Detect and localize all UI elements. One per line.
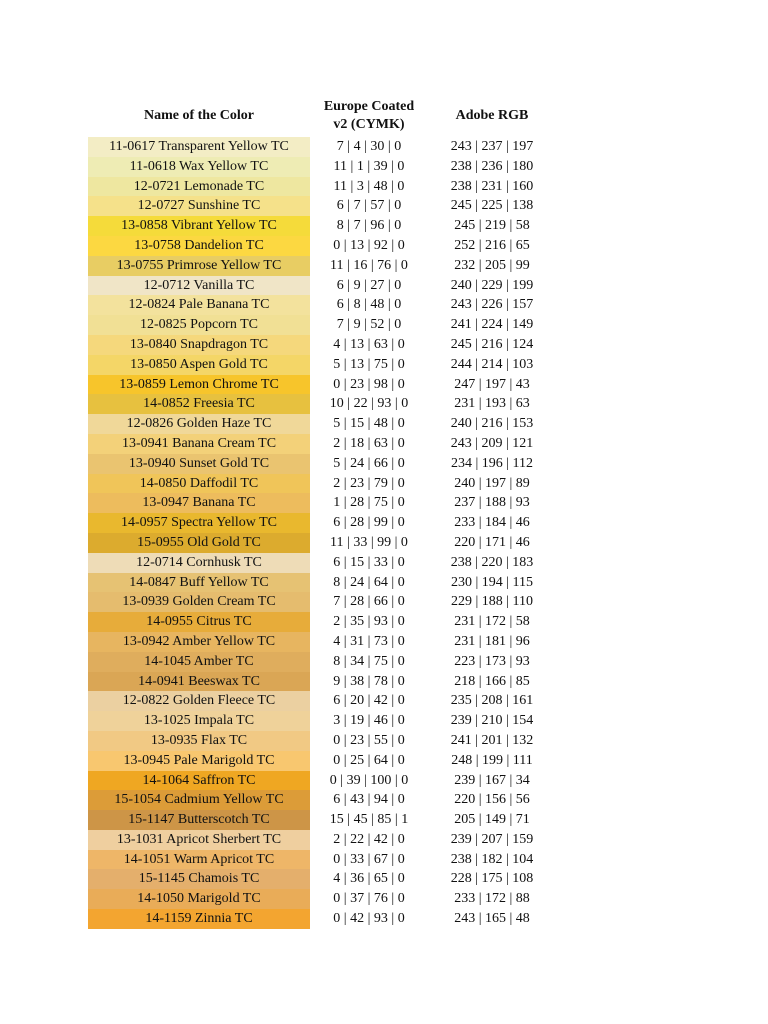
cmyk-value-cell: 6 | 43 | 94 | 0 [333,792,405,808]
rgb-value-cell: 238 | 220 | 183 [450,554,534,570]
color-name-cell: 12-0712 Vanilla TC [88,276,310,296]
table-row [88,394,556,414]
table-row [88,889,556,909]
table-row [88,771,556,791]
rgb-value-cell: 241 | 201 | 132 [450,732,534,748]
cmyk-value-cell: 9 | 38 | 78 | 0 [333,673,405,689]
color-name-cell: 13-0755 Primrose Yellow TC [88,256,310,276]
cmyk-value-cell: 0 | 33 | 67 | 0 [333,851,405,867]
cmyk-value-cell: 15 | 45 | 85 | 1 [329,812,409,828]
rgb-value-cell: 252 | 216 | 65 [454,237,530,253]
table-row [88,375,556,395]
rgb-value-cell: 205 | 149 | 71 [454,812,530,828]
rgb-value-cell: 233 | 172 | 88 [454,891,530,907]
table-row [88,711,556,731]
cmyk-value-cell: 0 | 39 | 100 | 0 [329,772,409,788]
table-row [88,830,556,850]
color-name-cell: 12-0826 Golden Haze TC [88,414,310,434]
cmyk-value-cell: 6 | 8 | 48 | 0 [336,297,402,313]
cmyk-value-cell: 0 | 25 | 64 | 0 [333,752,405,768]
cmyk-value-cell: 11 | 16 | 76 | 0 [330,257,408,273]
cmyk-value-cell: 8 | 7 | 96 | 0 [336,218,402,234]
cmyk-value-cell: 6 | 7 | 57 | 0 [336,198,402,214]
rgb-value-cell: 244 | 214 | 103 [450,356,534,372]
cmyk-value-cell: 0 | 37 | 76 | 0 [333,891,405,907]
table-row [88,751,556,771]
rgb-value-cell: 235 | 208 | 161 [450,693,534,709]
color-name-cell: 13-1031 Apricot Sherbert TC [88,830,310,850]
table-row [88,652,556,672]
cmyk-value-cell: 4 | 31 | 73 | 0 [333,633,405,649]
color-name-cell: 15-1054 Cadmium Yellow TC [88,790,310,810]
color-name-cell: 14-1159 Zinnia TC [88,909,310,929]
cmyk-value-cell: 2 | 23 | 79 | 0 [333,475,405,491]
color-name-cell: 12-0714 Cornhusk TC [88,553,310,573]
rgb-value-cell: 220 | 156 | 56 [454,792,530,808]
table-row [88,573,556,593]
color-name-cell: 13-0942 Amber Yellow TC [88,632,310,652]
cmyk-value-cell: 5 | 15 | 48 | 0 [333,416,405,432]
table-header [88,96,556,136]
cmyk-value-cell: 7 | 9 | 52 | 0 [336,317,402,333]
cmyk-value-cell: 6 | 9 | 27 | 0 [336,277,402,293]
color-name-cell: 13-0945 Pale Marigold TC [88,751,310,771]
table-row [88,216,556,236]
table-row [88,276,556,296]
rgb-value-cell: 231 | 193 | 63 [454,396,530,412]
table-row [88,850,556,870]
rgb-value-cell: 234 | 196 | 112 [450,455,534,471]
table-row [88,434,556,454]
rgb-value-cell: 240 | 197 | 89 [454,475,530,491]
header-color-name: Name of the Color [143,108,255,123]
color-name-cell: 14-0955 Citrus TC [88,612,310,632]
color-name-cell: 11-0617 Transparent Yellow TC [88,137,310,157]
table-row [88,632,556,652]
cmyk-value-cell: 7 | 4 | 30 | 0 [336,139,402,154]
cmyk-value-cell: 10 | 22 | 93 | 0 [329,396,409,412]
color-name-cell: 13-0850 Aspen Gold TC [88,355,310,375]
cmyk-value-cell: 4 | 36 | 65 | 0 [333,871,405,887]
cmyk-value-cell: 0 | 13 | 92 | 0 [333,237,405,253]
table-row [88,414,556,434]
color-name-cell: 13-0840 Snapdragon TC [88,335,310,355]
rgb-value-cell: 233 | 184 | 46 [454,515,530,531]
color-name-cell: 12-0721 Lemonade TC [88,177,310,197]
table-row [88,810,556,830]
table-row [88,355,556,375]
color-name-cell: 14-0847 Buff Yellow TC [88,573,310,593]
color-name-cell: 13-0859 Lemon Chrome TC [88,375,310,395]
cmyk-value-cell: 2 | 22 | 42 | 0 [333,831,405,847]
rgb-value-cell: 243 | 165 | 48 [454,911,530,927]
rgb-value-cell: 238 | 182 | 104 [450,851,534,867]
table-row [88,869,556,889]
table-row [88,612,556,632]
color-name-cell: 13-0858 Vibrant Yellow TC [88,216,310,236]
header-adobe-rgb: Adobe RGB [455,108,529,123]
table-row [88,256,556,276]
rgb-value-cell: 245 | 225 | 138 [450,198,534,214]
table-row [88,315,556,335]
color-name-cell: 14-0957 Spectra Yellow TC [88,513,310,533]
table-row [88,553,556,573]
table-row [88,177,556,197]
color-name-cell: 14-0852 Freesia TC [88,394,310,414]
table-row [88,592,556,612]
table-row [88,196,556,216]
table-row [88,672,556,692]
cmyk-value-cell: 0 | 23 | 55 | 0 [333,732,405,748]
cmyk-value-cell: 5 | 13 | 75 | 0 [333,356,405,372]
color-name-cell: 12-0824 Pale Banana TC [88,295,310,315]
cmyk-value-cell: 4 | 13 | 63 | 0 [333,336,405,352]
rgb-value-cell: 239 | 210 | 154 [450,713,534,729]
table-row [88,335,556,355]
rgb-value-cell: 238 | 236 | 180 [450,158,534,174]
rgb-value-cell: 231 | 181 | 96 [454,633,530,649]
rgb-value-cell: 231 | 172 | 58 [454,614,530,630]
rgb-value-cell: 239 | 207 | 159 [450,831,534,847]
rgb-value-cell: 223 | 173 | 93 [454,653,530,669]
rgb-value-cell: 237 | 188 | 93 [454,495,530,511]
color-name-cell: 11-0618 Wax Yellow TC [88,157,310,177]
table-row [88,513,556,533]
color-name-cell: 13-0758 Dandelion TC [88,236,310,256]
color-name-cell: 15-1145 Chamois TC [88,869,310,889]
color-name-cell: 15-0955 Old Gold TC [88,533,310,553]
color-table [88,96,556,929]
color-name-cell: 14-0850 Daffodil TC [88,474,310,494]
table-row [88,236,556,256]
table-row [88,295,556,315]
rgb-value-cell: 230 | 194 | 115 [450,574,534,590]
rgb-value-cell: 228 | 175 | 108 [450,871,534,887]
rgb-value-cell: 240 | 216 | 153 [450,416,534,432]
rgb-value-cell: 220 | 171 | 46 [454,534,530,550]
rgb-value-cell: 218 | 166 | 85 [454,673,530,689]
rgb-value-cell: 247 | 197 | 43 [454,376,530,392]
cmyk-value-cell: 11 | 3 | 48 | 0 [333,178,405,194]
rgb-value-cell: 240 | 229 | 199 [450,277,534,293]
table-row [88,790,556,810]
rgb-value-cell: 241 | 224 | 149 [450,317,534,333]
color-name-cell: 13-0939 Golden Cream TC [88,592,310,612]
table-row [88,137,556,157]
cmyk-value-cell: 11 | 1 | 39 | 0 [333,158,405,174]
cmyk-value-cell: 0 | 42 | 93 | 0 [333,911,405,927]
rgb-value-cell: 248 | 199 | 111 [451,752,533,768]
cmyk-value-cell: 8 | 34 | 75 | 0 [333,653,405,669]
color-name-cell: 15-1147 Butterscotch TC [88,810,310,830]
table-row [88,493,556,513]
table-row [88,533,556,553]
table-row [88,731,556,751]
cmyk-value-cell: 3 | 19 | 46 | 0 [333,713,405,729]
color-name-cell: 14-1051 Warm Apricot TC [88,850,310,870]
table-body [88,137,556,929]
color-name-cell: 12-0825 Popcorn TC [88,315,310,335]
table-row [88,691,556,711]
table-row [88,909,556,929]
color-name-cell: 13-0941 Banana Cream TC [88,434,310,454]
rgb-value-cell: 239 | 167 | 34 [454,772,530,788]
cmyk-value-cell: 2 | 18 | 63 | 0 [333,435,405,451]
rgb-value-cell: 243 | 209 | 121 [450,435,534,451]
table-row [88,157,556,177]
cmyk-value-cell: 6 | 15 | 33 | 0 [333,554,405,570]
rgb-value-cell: 245 | 219 | 58 [454,218,530,234]
rgb-value-cell: 229 | 188 | 110 [450,594,534,610]
color-name-cell: 14-1045 Amber TC [88,652,310,672]
cmyk-value-cell: 2 | 35 | 93 | 0 [333,614,405,630]
cmyk-value-cell: 5 | 24 | 66 | 0 [333,455,405,471]
rgb-value-cell: 238 | 231 | 160 [450,178,534,194]
color-name-cell: 14-1064 Saffron TC [88,771,310,791]
rgb-value-cell: 232 | 205 | 99 [454,257,530,273]
table-row [88,454,556,474]
cmyk-value-cell: 6 | 20 | 42 | 0 [333,693,405,709]
color-name-cell: 14-1050 Marigold TC [88,889,310,909]
header-cmyk: Europe Coated v2 (CYMK) [323,99,415,132]
color-name-cell: 13-0947 Banana TC [88,493,310,513]
color-name-cell: 13-0935 Flax TC [88,731,310,751]
color-name-cell: 12-0822 Golden Fleece TC [88,691,310,711]
rgb-value-cell: 243 | 226 | 157 [450,297,534,313]
table-row [88,474,556,494]
cmyk-value-cell: 6 | 28 | 99 | 0 [333,515,405,531]
rgb-value-cell: 243 | 237 | 197 [450,139,534,154]
cmyk-value-cell: 1 | 28 | 75 | 0 [333,495,405,511]
cmyk-value-cell: 0 | 23 | 98 | 0 [333,376,405,392]
color-name-cell: 13-0940 Sunset Gold TC [88,454,310,474]
rgb-value-cell: 245 | 216 | 124 [450,336,534,352]
color-name-cell: 14-0941 Beeswax TC [88,672,310,692]
cmyk-value-cell: 8 | 24 | 64 | 0 [333,574,405,590]
color-name-cell: 12-0727 Sunshine TC [88,196,310,216]
color-name-cell: 13-1025 Impala TC [88,711,310,731]
cmyk-value-cell: 7 | 28 | 66 | 0 [333,594,405,610]
cmyk-value-cell: 11 | 33 | 99 | 0 [330,534,408,550]
